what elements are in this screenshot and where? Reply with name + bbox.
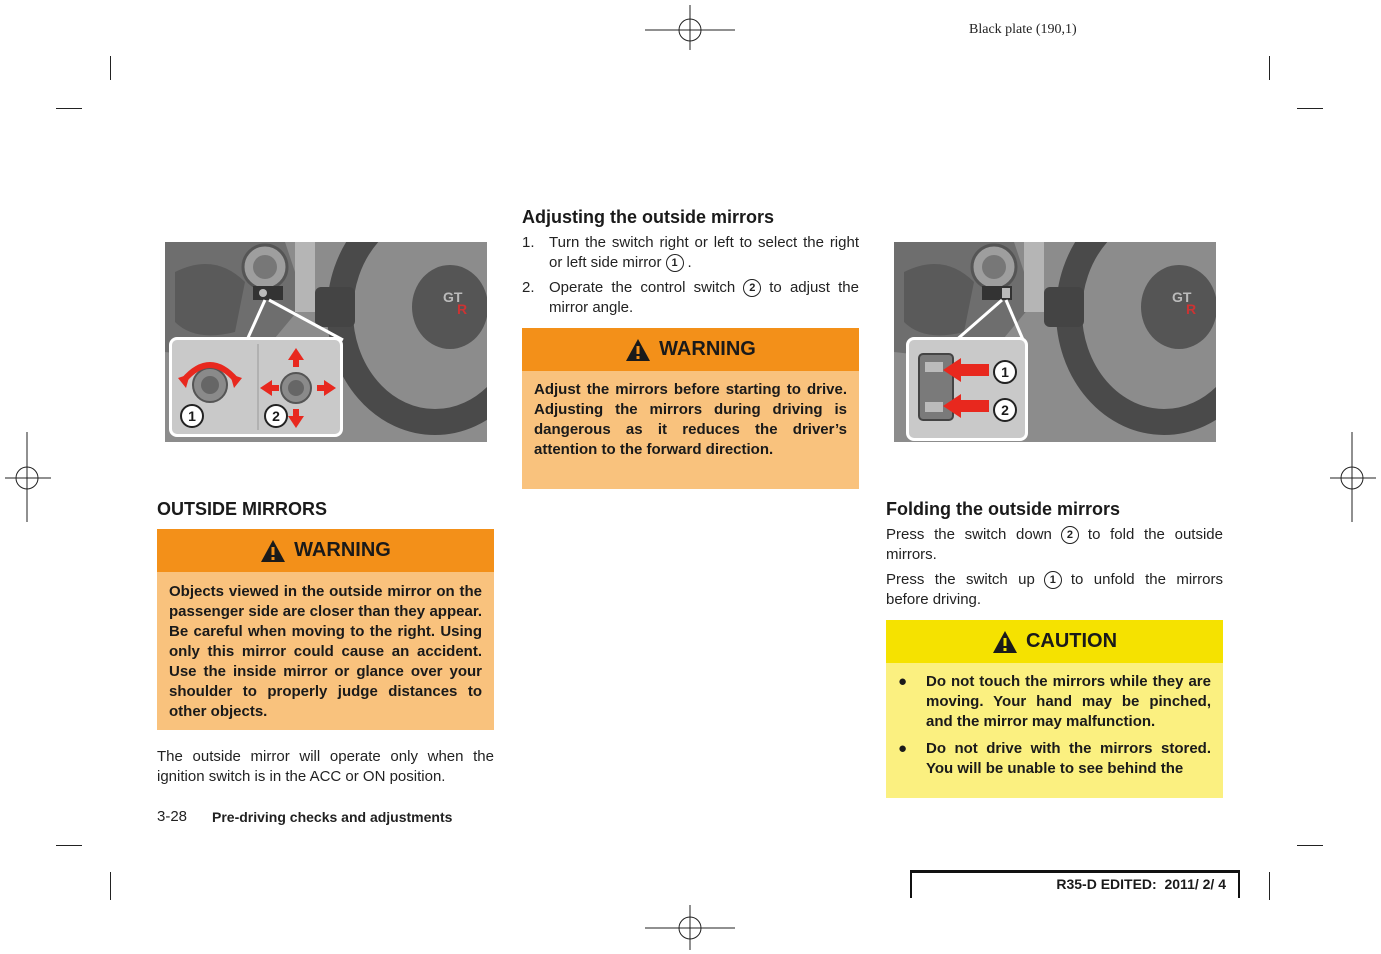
warning-header-2	[522, 328, 859, 371]
warning-header-1	[157, 529, 494, 572]
folding-para-1-a: Press the switch down	[886, 526, 1052, 543]
step-1-text: Turn the switch right or left to select the right or left side mirror	[549, 234, 859, 271]
edit-stamp-box	[910, 870, 1240, 898]
caution-label: CAUTION	[1025, 630, 1118, 652]
registration-mark-top	[645, 5, 735, 55]
bullet-icon: ●	[898, 673, 908, 690]
registration-mark-right	[1330, 432, 1376, 522]
caution-item	[886, 739, 1211, 779]
mirror-switch-figure-right	[894, 242, 1216, 442]
caution-body	[886, 663, 1223, 798]
chapter-title: Pre-driving checks and adjustments	[212, 809, 453, 825]
folding-para-1-b: to fold the outside mirrors.	[886, 526, 1223, 563]
callout-2-right: 2	[993, 398, 1017, 422]
callout-1-left: 1	[180, 404, 204, 428]
mirror-switch-figure-left	[165, 242, 487, 442]
step-2-number: 2.	[522, 279, 535, 296]
intro-text: The outside mirror will operate only when the ignition switch is in the ACC or ON position.	[157, 748, 494, 785]
bullet-icon: ●	[898, 740, 908, 757]
caution-list	[886, 672, 1211, 786]
fold-switch-illustration	[909, 340, 1025, 438]
caution-triangle-icon	[992, 630, 1018, 654]
folding-para-1	[886, 525, 1223, 565]
folding-title: Folding the outside mirrors	[886, 499, 1121, 519]
warning-text-2: Adjust the mirrors before starting to drive. Adjusting the mirrors during driving is dangerous as it reduces the driver’s attention to the forward direction.	[522, 371, 859, 489]
svg-text:GT: GT	[1172, 289, 1192, 305]
registration-mark-left	[5, 432, 51, 522]
warning-label-1: WARNING	[294, 539, 391, 561]
page-number: 3-28	[157, 808, 188, 825]
warning-triangle-icon	[260, 539, 286, 563]
step-2-text: Operate the control switch	[549, 279, 736, 296]
section-title: OUTSIDE MIRRORS	[157, 499, 328, 519]
callout-ref-1-fold: 1	[1044, 571, 1062, 589]
step-2-end: to adjust the mirror angle.	[549, 279, 859, 316]
edit-stamp: R35-D EDITED: 2011/ 2/ 4	[1056, 876, 1226, 892]
callout-2-left: 2	[264, 404, 288, 428]
warning-triangle-icon	[625, 338, 651, 362]
step-1-end: .	[687, 254, 692, 271]
registration-mark-bottom	[645, 905, 735, 954]
caution-item	[886, 672, 1211, 732]
callout-1-right: 1	[993, 360, 1017, 384]
svg-text:GT: GT	[443, 289, 463, 305]
switch-inset-left	[169, 337, 343, 437]
callout-ref-2-fold: 2	[1061, 526, 1079, 544]
caution-item-text: Do not drive with the mirrors stored. You will be unable to see behind the	[926, 740, 1211, 777]
svg-text:R: R	[457, 301, 468, 317]
warning-text-1: Objects viewed in the outside mirror on the passenger side are closer than they appear. Be careful when moving to the right. Using only this mirror could cause an accident. Use the inside mirror or glance over your shoulder to properly judge distances to other objects.	[157, 572, 494, 730]
step-1-number: 1.	[522, 234, 535, 251]
plate-label: Black plate (190,1)	[969, 22, 1077, 37]
caution-item-text: Do not touch the mirrors while they are moving. Your hand may be pinched, and the mirror may malfunction.	[926, 673, 1211, 730]
switch-inset-right	[906, 337, 1028, 441]
folding-para-2-a: Press the switch up	[886, 571, 1035, 588]
adjusting-title: Adjusting the outside mirrors	[522, 207, 775, 227]
folding-para-2	[886, 570, 1223, 610]
svg-text:R: R	[1186, 301, 1197, 317]
callout-ref-1: 1	[666, 254, 684, 272]
caution-header	[886, 620, 1223, 663]
folding-para-2-b: to unfold the mirrors before driving.	[886, 571, 1224, 608]
step-2	[522, 278, 859, 318]
warning-label-2: WARNING	[659, 338, 756, 360]
step-1	[522, 233, 859, 273]
callout-ref-2: 2	[743, 279, 761, 297]
